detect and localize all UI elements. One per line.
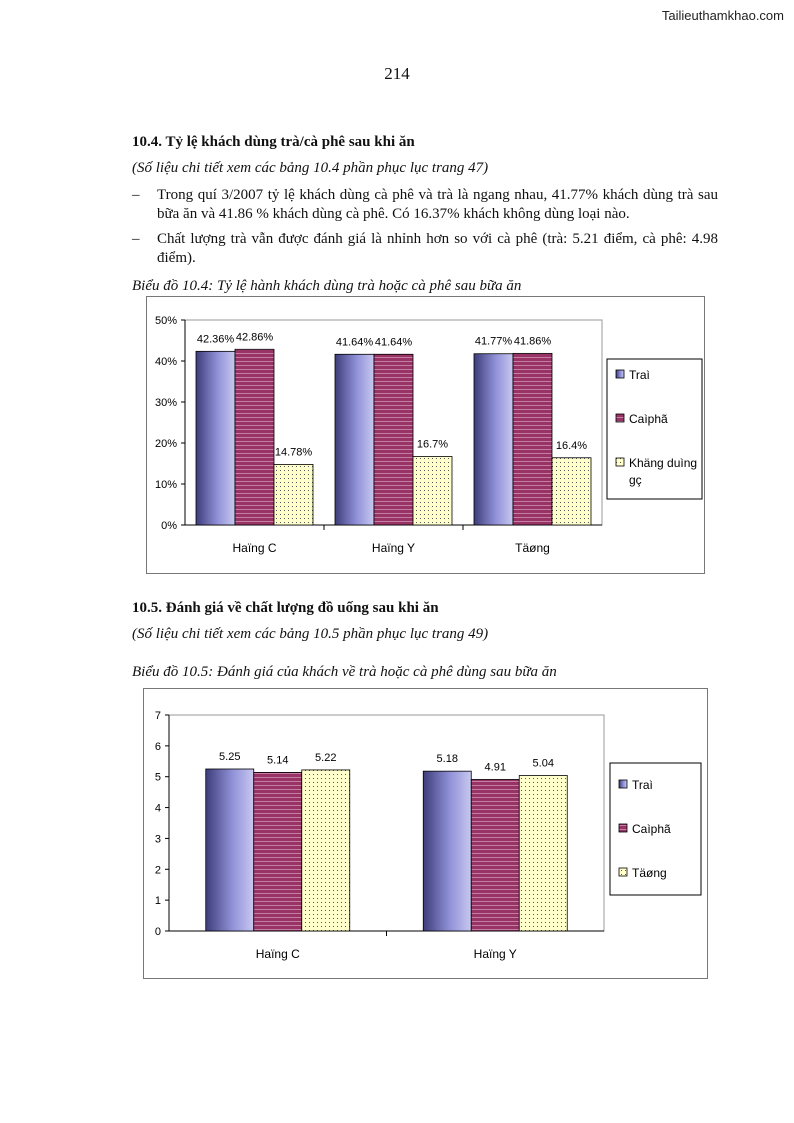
legend-label: Traì [629,368,650,382]
bullet-item [132,230,718,268]
data-label: 41.86% [513,335,552,348]
legend-label: gç [629,473,642,487]
bullet-text: Chất lượng trà vẫn được đánh giá là nhỉnh hơn so với cà phê (trà: 5.21 điểm, cà phê: 4.98 điểm). [157,231,718,266]
y-tick-label: 3 [154,833,161,846]
bullet-item [132,186,718,224]
bar [519,775,567,931]
y-tick-label: 7 [154,710,161,722]
data-label: 5.22 [315,751,337,764]
data-label: 41.64% [374,336,413,349]
bullet-list [132,186,718,274]
bar [413,457,452,525]
chart-caption-10-5: Biểu đồ 10.5: Đánh giá của khách về trà hoặc cà phê dùng sau bữa ăn [132,664,557,680]
y-tick-label: 1 [154,895,161,908]
bar [335,354,374,525]
bar [423,771,471,931]
data-label: 16.7% [416,438,449,451]
x-tick-label: Täøng [515,541,550,555]
y-tick-label: 20% [154,438,177,450]
chart-caption-10-4: Biểu đồ 10.4: Tỷ lệ hành khách dùng trà hoặc cà phê sau bữa ăn [132,278,522,294]
data-label: 42.36% [196,333,235,346]
legend-swatch [619,780,627,788]
bar [206,769,254,931]
chart-10-4-svg [147,297,704,573]
data-label: 4.91 [484,761,506,774]
data-label: 41.77% [474,335,513,348]
y-tick-label: 6 [154,740,161,753]
legend-label: Caìphã [632,822,671,836]
x-tick-label: Haïng Y [371,541,416,555]
bar [274,464,313,525]
y-tick-label: 50% [154,315,177,327]
legend-label: Täøng [632,866,667,880]
y-tick-label: 2 [154,864,161,877]
y-tick-label: 0% [161,520,177,532]
bar [302,770,350,931]
data-reference-note-10-5: (Số liệu chi tiết xem các bảng 10.5 phần phục lục trang 49) [132,626,489,642]
y-tick-label: 30% [154,397,177,409]
data-label: 16.4% [555,439,588,452]
y-tick-label: 10% [154,479,177,491]
legend-swatch [619,824,627,832]
data-label: 5.04 [532,757,554,770]
data-reference-note-10-4: (Số liệu chi tiết xem các bảng 10.4 phần phục lục trang 47) [132,160,489,176]
section-title-10-5: 10.5. Đánh giá về chất lượng đồ uống sau khi ăn [132,600,439,616]
bar [552,458,591,525]
legend-box [607,359,702,499]
legend-label: Traì [632,778,653,792]
data-label: 5.14 [267,754,289,767]
bar [513,353,552,525]
y-tick-label: 40% [154,356,177,368]
bar [374,354,413,525]
watermark: Tailieuthamkhao.com [661,8,784,23]
chart-10-4 [146,296,705,574]
bar [471,779,519,931]
bar [254,772,302,931]
section-title-10-4: 10.4. Tỷ lệ khách dùng trà/cà phê sau khi ăn [132,134,415,150]
y-tick-label: 0 [154,926,161,938]
data-label: 14.78% [274,446,313,459]
chart-10-5 [143,688,708,979]
data-label: 41.64% [335,336,374,349]
dash-icon: – [132,231,140,247]
legend-swatch [616,370,624,378]
bullet-text: Trong quí 3/2007 tỷ lệ khách dùng cà phê và trà là ngang nhau, 41.77% khách dùng trà sau bữa ăn và 41.86 % khách dùng cà phê. Có 16.37% khách không dùng loại nào. [157,187,718,222]
data-label: 42.86% [235,331,274,344]
x-tick-label: Haïng C [232,541,277,555]
y-tick-label: 5 [154,771,161,784]
x-tick-label: Haïng Y [473,947,517,961]
legend-label: Caìphã [629,412,668,426]
y-tick-label: 4 [154,802,161,815]
legend-swatch [616,458,624,466]
page-number: 214 [384,64,410,83]
dash-icon: – [132,187,140,203]
legend-swatch [619,868,627,876]
data-label: 5.18 [436,753,458,766]
legend-swatch [616,414,624,422]
bar [196,351,235,525]
bar [235,349,274,525]
chart-10-5-svg [144,689,707,978]
x-tick-label: Haïng C [255,947,300,961]
bar [474,354,513,525]
legend-label: Khäng duìng [629,456,698,470]
data-label: 5.25 [219,751,241,763]
